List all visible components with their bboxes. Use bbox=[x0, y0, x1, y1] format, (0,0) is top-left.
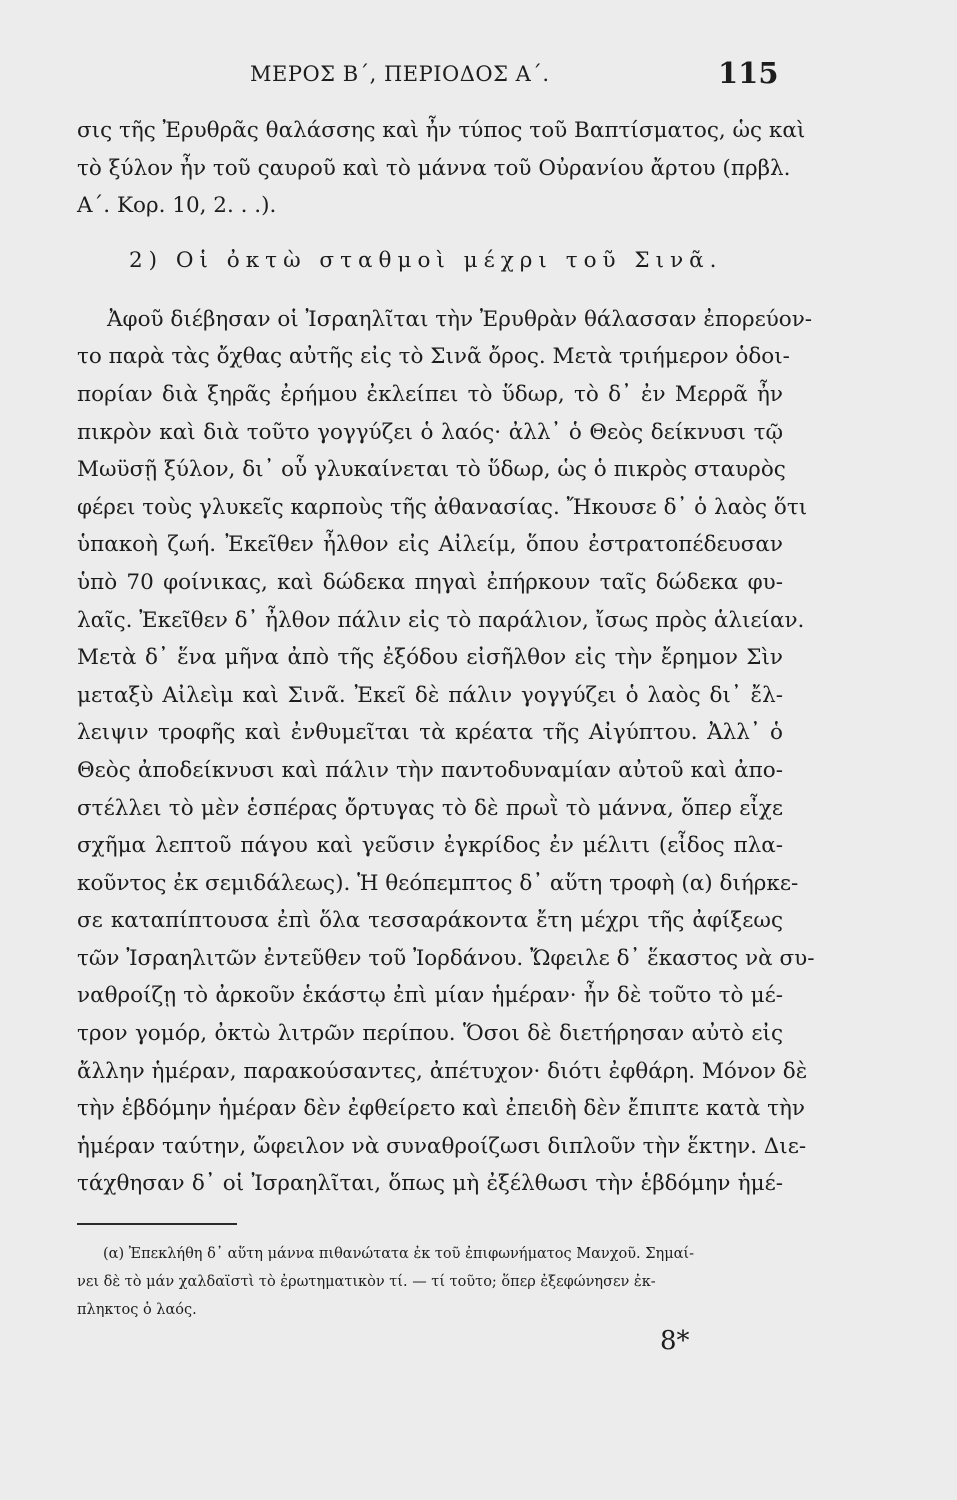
text-line: ναθροίζῃ τὸ ἀρκοῦν ἑκάστῳ ἐπὶ μίαν ἡμέραν· ἦν δὲ τοῦτο τὸ μέ- bbox=[77, 983, 783, 1009]
footnote-line: πληκτος ὁ λαός. bbox=[77, 1302, 197, 1318]
main-text bbox=[77, 112, 815, 1203]
text-line: στέλλει τὸ μὲν ἑσπέρας ὄρτυγας τὸ δὲ πρωῒ τὸ μάννα, ὅπερ εἶχε bbox=[77, 795, 783, 821]
text-line: ὑπὸ 70 φοίνικας, καὶ δώδεκα πηγαὶ ἐπήρκουν ταῖς δώδεκα φυ- bbox=[77, 569, 783, 595]
text-line: φέρει τοὺς γλυκεῖς καρποὺς τῆς ἀθανασίας. Ἤκουσε δ᾿ ὁ λαὸς ὅτι bbox=[77, 494, 808, 520]
text-line: τρον γομόρ, ὀκτὼ λιτρῶν περίπου. Ὅσοι δὲ διετήρησαν αὐτὸ εἰς bbox=[77, 1021, 783, 1047]
text-line: το παρὰ τὰς ὄχθας αὐτῆς εἰς τὸ Σινᾶ ὄρος. Μετὰ τριήμερον ὁδοι- bbox=[77, 344, 790, 370]
text-line: Μωϋσῇ ξύλον, δι᾿ οὗ γλυκαίνεται τὸ ὕδωρ, ὡς ὁ πικρὸς σταυρὸς bbox=[77, 457, 786, 483]
text-line: Α΄. Κορ. 10, 2. . .). bbox=[77, 193, 277, 219]
text-line: τὸ ξύλον ἦν τοῦ ςαυροῦ καὶ τὸ μάννα τοῦ Οὐρανίου ἄρτου (πρβλ. bbox=[77, 155, 791, 181]
page-header bbox=[0, 56, 957, 102]
signature-mark: 8* bbox=[660, 1326, 690, 1356]
text-line: Θεὸς ἀποδείκνυσι καὶ πάλιν τὴν παντοδυναμίαν αὐτοῦ καὶ ἀπο- bbox=[77, 757, 783, 783]
text-line: σις τῆς Ἐρυθρᾶς θαλάσσης καὶ ἦν τύπος τοῦ Βαπτίσματος, ὡς καὶ bbox=[77, 118, 806, 143]
text-line: σε καταπίπτουσα ἐπὶ ὅλα τεσσαράκοντα ἔτη μέχρι τῆς ἀφίξεως bbox=[77, 908, 783, 934]
text-line: Μετὰ δ᾿ ἕνα μῆνα ἀπὸ τῆς ἐξόδου εἰσῆλθον εἰς τὴν ἔρημον Σὶν bbox=[77, 645, 783, 671]
text-line: Ἀφοῦ διέβησαν οἱ Ἰσραηλῖται τὴν Ἐρυθρὰν θάλασσαν ἐπορεύον- bbox=[107, 306, 813, 332]
text-line: τάχθησαν δ᾿ οἱ Ἰσραηλῖται, ὅπως μὴ ἐξέλθωσι τὴν ἑβδόμην ἡμέ- bbox=[77, 1171, 783, 1197]
section-heading: 2) Οἱ ὀκτὼ σταθμοὶ μέχρι τοῦ Σινᾶ. bbox=[129, 247, 723, 273]
text-line: τὴν ἑβδόμην ἡμέραν δὲν ἐφθείρετο καὶ ἐπειδὴ δὲν ἔπιπτε κατὰ τὴν bbox=[77, 1096, 805, 1122]
page-number: 115 bbox=[718, 56, 779, 90]
text-line: πορίαν διὰ ξηρᾶς ἐρήμου ἐκλείπει τὸ ὕδωρ, τὸ δ᾿ ἐν Μερρᾶ ἦν bbox=[77, 381, 783, 407]
running-head: ΜΕΡΟΣ Β΄, ΠΕΡΙΟΔΟΣ Α΄. bbox=[250, 62, 550, 86]
text-line: ὑπακοὴ ζωή. Ἐκεῖθεν ἦλθον εἰς Αἰλείμ, ὅπου ἐστρατοπέδευσαν bbox=[77, 532, 783, 558]
text-line: λειψιν τροφῆς καὶ ἐνθυμεῖται τὰ κρέατα τῆς Αἰγύπτου. Ἀλλ᾿ ὁ bbox=[77, 720, 783, 746]
text-line: σχῆμα λεπτοῦ πάγου καὶ γεῦσιν ἐγκρίδος ἐν μέλιτι (εἶδος πλα- bbox=[77, 833, 783, 859]
footnote-divider bbox=[77, 1223, 237, 1225]
footnote-line: (α) Ἐπεκλήθη δ᾿ αὕτη μάννα πιθανώτατα ἐκ τοῦ ἐπιφωνήματος Μανχοῦ. Σημαί- bbox=[103, 1246, 695, 1262]
footnote-line: νει δὲ τὸ μάν χαλδαϊστὶ τὸ ἐρωτηματικὸν τί. — τί τοῦτο; ὅπερ ἐξεφώνησεν ἐκ- bbox=[77, 1274, 656, 1290]
text-line: μεταξὺ Αἰλεὶμ καὶ Σινᾶ. Ἐκεῖ δὲ πάλιν γογγύζει ὁ λαὸς δι᾿ ἔλ- bbox=[77, 682, 783, 708]
text-line: τῶν Ἰσραηλιτῶν ἐντεῦθεν τοῦ Ἰορδάνου. Ὤφειλε δ᾿ ἕκαστος νὰ συ- bbox=[77, 945, 815, 971]
text-line: πικρὸν καὶ διὰ τοῦτο γογγύζει ὁ λαός· ἀλλ᾿ ὁ Θεὸς δείκνυσι τῷ bbox=[77, 419, 783, 445]
text-line: κοῦντος ἐκ σεμιδάλεως). Ἡ θεόπεμπτος δ᾿ αὕτη τροφὴ (α) διήρκε- bbox=[77, 870, 799, 896]
text-line: ἄλλην ἡμέραν, παρακούσαντες, ἀπέτυχον· διότι ἐφθάρη. Μόνον δὲ bbox=[77, 1058, 808, 1084]
text-line: ἡμέραν ταύτην, ὤφειλον νὰ συναθροίζωσι διπλοῦν τὴν ἕκτην. Διε- bbox=[77, 1133, 807, 1159]
footnote bbox=[77, 1240, 777, 1324]
text-line: λαῖς. Ἐκεῖθεν δ᾿ ἦλθον πάλιν εἰς τὸ παράλιον, ἴσως πρὸς ἁλιείαν. bbox=[77, 607, 805, 633]
